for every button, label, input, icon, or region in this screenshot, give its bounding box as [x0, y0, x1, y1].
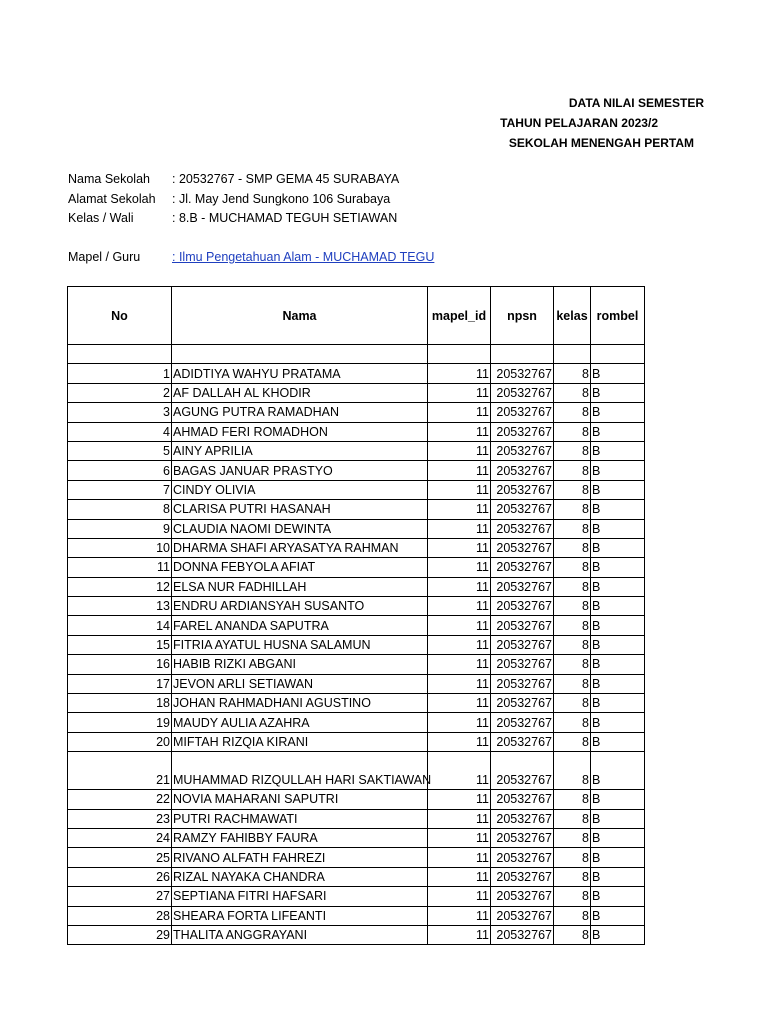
cell-npsn: 20532767 — [491, 635, 554, 654]
cell-kelas: 8 — [554, 828, 591, 847]
kelas-wali-value: : 8.B - MUCHAMAD TEGUH SETIAWAN — [172, 211, 398, 225]
cell-mapel-id: 11 — [428, 403, 491, 422]
cell-rombel: B — [591, 713, 645, 732]
cell-rombel: B — [591, 597, 645, 616]
table-row[interactable] — [68, 906, 645, 925]
cell-rombel: B — [591, 655, 645, 674]
cell-mapel-id: 11 — [428, 925, 491, 944]
cell-mapel-id: 11 — [428, 383, 491, 402]
header-kelas: kelas — [554, 287, 591, 345]
cell-npsn: 20532767 — [491, 597, 554, 616]
table-row[interactable] — [68, 674, 645, 693]
cell-rombel: B — [591, 828, 645, 847]
cell-npsn: 20532767 — [491, 752, 554, 790]
spacer-cell — [68, 345, 172, 364]
cell-rombel: B — [591, 538, 645, 557]
cell-rombel: B — [591, 519, 645, 538]
cell-kelas: 8 — [554, 635, 591, 654]
table-row[interactable] — [68, 519, 645, 538]
cell-mapel-id: 11 — [428, 694, 491, 713]
cell-rombel: B — [591, 383, 645, 402]
cell-no: 8 — [68, 500, 172, 519]
cell-mapel-id: 11 — [428, 655, 491, 674]
cell-rombel: B — [591, 694, 645, 713]
table-row[interactable] — [68, 809, 645, 828]
cell-rombel: B — [591, 809, 645, 828]
cell-nama: JOHAN RAHMADHANI AGUSTINO — [172, 694, 428, 713]
cell-mapel-id: 11 — [428, 441, 491, 460]
cell-no: 14 — [68, 616, 172, 635]
cell-npsn: 20532767 — [491, 867, 554, 886]
cell-nama: BAGAS JANUAR PRASTYO — [172, 461, 428, 480]
cell-kelas: 8 — [554, 867, 591, 886]
table-row[interactable] — [68, 538, 645, 557]
table-header-row — [68, 287, 645, 345]
cell-kelas: 8 — [554, 713, 591, 732]
cell-npsn: 20532767 — [491, 655, 554, 674]
table-row[interactable] — [68, 635, 645, 654]
cell-nama: AHMAD FERI ROMADHON — [172, 422, 428, 441]
table-row[interactable] — [68, 480, 645, 499]
cell-nama: JEVON ARLI SETIAWAN — [172, 674, 428, 693]
cell-mapel-id: 11 — [428, 422, 491, 441]
cell-npsn: 20532767 — [491, 887, 554, 906]
cell-kelas: 8 — [554, 538, 591, 557]
cell-mapel-id: 11 — [428, 752, 491, 790]
cell-no: 13 — [68, 597, 172, 616]
cell-npsn: 20532767 — [491, 441, 554, 460]
table-row[interactable] — [68, 422, 645, 441]
spacer-cell — [554, 345, 591, 364]
cell-rombel: B — [591, 558, 645, 577]
alamat-sekolah-label: Alamat Sekolah — [68, 191, 156, 206]
table-row[interactable] — [68, 752, 645, 790]
cell-mapel-id: 11 — [428, 364, 491, 383]
cell-mapel-id: 11 — [428, 500, 491, 519]
nama-sekolah-label: Nama Sekolah — [68, 172, 150, 186]
cell-no: 17 — [68, 674, 172, 693]
cell-rombel: B — [591, 867, 645, 886]
alamat-sekolah-value: : Jl. May Jend Sungkono 106 Surabaya — [172, 191, 391, 206]
cell-no: 3 — [68, 403, 172, 422]
cell-mapel-id: 11 — [428, 577, 491, 596]
table-body — [68, 345, 645, 945]
cell-kelas: 8 — [554, 364, 591, 383]
cell-npsn: 20532767 — [491, 480, 554, 499]
cell-npsn: 20532767 — [491, 732, 554, 751]
cell-mapel-id: 11 — [428, 828, 491, 847]
cell-mapel-id: 11 — [428, 809, 491, 828]
cell-nama: RAMZY FAHIBBY FAURA — [172, 828, 428, 847]
cell-nama: SHEARA FORTA LIFEANTI — [172, 906, 428, 925]
cell-no: 19 — [68, 713, 172, 732]
spacer-cell — [428, 345, 491, 364]
cell-rombel: B — [591, 887, 645, 906]
cell-npsn: 20532767 — [491, 558, 554, 577]
cell-mapel-id: 11 — [428, 519, 491, 538]
cell-no: 22 — [68, 790, 172, 809]
cell-nama: HABIB RIZKI ABGANI — [172, 655, 428, 674]
cell-kelas: 8 — [554, 655, 591, 674]
cell-kelas: 8 — [554, 422, 591, 441]
cell-nama: CLARISA PUTRI HASANAH — [172, 500, 428, 519]
cell-no: 9 — [68, 519, 172, 538]
cell-mapel-id: 11 — [428, 480, 491, 499]
cell-kelas: 8 — [554, 480, 591, 499]
cell-rombel: B — [591, 422, 645, 441]
report-title — [430, 93, 704, 153]
cell-rombel: B — [591, 480, 645, 499]
cell-npsn: 20532767 — [491, 848, 554, 867]
nama-sekolah-value: : 20532767 - SMP GEMA 45 SURABAYA — [172, 172, 400, 186]
cell-mapel-id: 11 — [428, 790, 491, 809]
cell-no: 6 — [68, 461, 172, 480]
cell-no: 27 — [68, 887, 172, 906]
kelas-wali-label: Kelas / Wali — [68, 211, 134, 225]
table-row[interactable] — [68, 558, 645, 577]
cell-npsn: 20532767 — [491, 364, 554, 383]
cell-no: 25 — [68, 848, 172, 867]
cell-rombel: B — [591, 752, 645, 790]
cell-kelas: 8 — [554, 674, 591, 693]
cell-nama: ADIDTIYA WAHYU PRATAMA — [172, 364, 428, 383]
cell-mapel-id: 11 — [428, 538, 491, 557]
mapel-guru-link[interactable]: : Ilmu Pengetahuan Alam - MUCHAMAD TEGU — [172, 250, 435, 264]
cell-rombel: B — [591, 441, 645, 460]
cell-nama: THALITA ANGGRAYANI — [172, 925, 428, 944]
table-row[interactable] — [68, 597, 645, 616]
cell-npsn: 20532767 — [491, 925, 554, 944]
table-row[interactable] — [68, 655, 645, 674]
cell-nama: ENDRU ARDIANSYAH SUSANTO — [172, 597, 428, 616]
cell-rombel: B — [591, 461, 645, 480]
nama-sekolah-row — [68, 170, 399, 190]
cell-npsn: 20532767 — [491, 538, 554, 557]
spacer-cell — [172, 345, 428, 364]
cell-rombel: B — [591, 674, 645, 693]
table-row[interactable] — [68, 441, 645, 460]
cell-rombel: B — [591, 364, 645, 383]
cell-kelas: 8 — [554, 441, 591, 460]
cell-nama: DONNA FEBYOLA AFIAT — [172, 558, 428, 577]
spacer-cell — [591, 345, 645, 364]
cell-rombel: B — [591, 848, 645, 867]
cell-kelas: 8 — [554, 383, 591, 402]
table-row[interactable] — [68, 364, 645, 383]
table-row[interactable] — [68, 383, 645, 402]
header-rombel: rombel — [591, 287, 645, 345]
cell-no: 10 — [68, 538, 172, 557]
kelas-wali-row — [68, 209, 399, 229]
cell-npsn: 20532767 — [491, 500, 554, 519]
cell-kelas: 8 — [554, 925, 591, 944]
title-line-3: SEKOLAH MENENGAH PERTAM — [508, 136, 694, 150]
cell-rombel: B — [591, 616, 645, 635]
table-row[interactable] — [68, 925, 645, 944]
cell-mapel-id: 11 — [428, 597, 491, 616]
cell-nama: RIZAL NAYAKA CHANDRA — [172, 867, 428, 886]
cell-nama: CINDY OLIVIA — [172, 480, 428, 499]
table-row[interactable] — [68, 828, 645, 847]
cell-rombel: B — [591, 925, 645, 944]
table-row[interactable] — [68, 403, 645, 422]
cell-nama: DHARMA SHAFI ARYASATYA RAHMAN — [172, 538, 428, 557]
cell-no: 4 — [68, 422, 172, 441]
cell-kelas: 8 — [554, 597, 591, 616]
cell-rombel: B — [591, 732, 645, 751]
school-info — [68, 170, 399, 229]
cell-mapel-id: 11 — [428, 558, 491, 577]
table-row[interactable] — [68, 461, 645, 480]
cell-no: 11 — [68, 558, 172, 577]
table-row[interactable] — [68, 500, 645, 519]
cell-mapel-id: 11 — [428, 867, 491, 886]
cell-kelas: 8 — [554, 500, 591, 519]
cell-kelas: 8 — [554, 809, 591, 828]
cell-npsn: 20532767 — [491, 519, 554, 538]
cell-nama: SEPTIANA FITRI HAFSARI — [172, 887, 428, 906]
header-nama: Nama — [172, 287, 428, 345]
table-row[interactable] — [68, 713, 645, 732]
cell-npsn: 20532767 — [491, 422, 554, 441]
cell-kelas: 8 — [554, 694, 591, 713]
cell-mapel-id: 11 — [428, 906, 491, 925]
cell-npsn: 20532767 — [491, 383, 554, 402]
cell-kelas: 8 — [554, 790, 591, 809]
cell-nama: FITRIA AYATUL HUSNA SALAMUN — [172, 635, 428, 654]
cell-nama: FAREL ANANDA SAPUTRA — [172, 616, 428, 635]
cell-rombel: B — [591, 635, 645, 654]
cell-rombel: B — [591, 500, 645, 519]
cell-mapel-id: 11 — [428, 461, 491, 480]
cell-nama: CLAUDIA NAOMI DEWINTA — [172, 519, 428, 538]
cell-kelas: 8 — [554, 519, 591, 538]
cell-npsn: 20532767 — [491, 790, 554, 809]
cell-no: 24 — [68, 828, 172, 847]
header-no: No — [68, 287, 172, 345]
cell-kelas: 8 — [554, 577, 591, 596]
cell-rombel: B — [591, 906, 645, 925]
spacer-row — [68, 345, 645, 364]
cell-mapel-id: 11 — [428, 616, 491, 635]
cell-nama: ELSA NUR FADHILLAH — [172, 577, 428, 596]
cell-kelas: 8 — [554, 887, 591, 906]
cell-no: 23 — [68, 809, 172, 828]
cell-npsn: 20532767 — [491, 828, 554, 847]
nilai-table — [67, 286, 645, 945]
cell-npsn: 20532767 — [491, 906, 554, 925]
cell-kelas: 8 — [554, 461, 591, 480]
title-line-1: DATA NILAI SEMESTER — [568, 96, 704, 110]
cell-no: 21 — [68, 752, 172, 790]
cell-kelas: 8 — [554, 906, 591, 925]
table-row[interactable] — [68, 694, 645, 713]
cell-mapel-id: 11 — [428, 732, 491, 751]
cell-npsn: 20532767 — [491, 461, 554, 480]
table-row[interactable] — [68, 577, 645, 596]
alamat-sekolah-row — [68, 190, 399, 210]
title-line-2: TAHUN PELAJARAN 2023/2 — [500, 116, 658, 130]
cell-no: 2 — [68, 383, 172, 402]
cell-no: 29 — [68, 925, 172, 944]
header-npsn: npsn — [491, 287, 554, 345]
cell-nama: MIFTAH RIZQIA KIRANI — [172, 732, 428, 751]
cell-nama: AGUNG PUTRA RAMADHAN — [172, 403, 428, 422]
cell-nama: PUTRI RACHMAWATI — [172, 809, 428, 828]
cell-no: 12 — [68, 577, 172, 596]
spacer-cell — [491, 345, 554, 364]
cell-rombel: B — [591, 790, 645, 809]
cell-kelas: 8 — [554, 558, 591, 577]
cell-no: 16 — [68, 655, 172, 674]
cell-rombel: B — [591, 403, 645, 422]
cell-rombel: B — [591, 577, 645, 596]
cell-nama: RIVANO ALFATH FAHREZI — [172, 848, 428, 867]
cell-npsn: 20532767 — [491, 809, 554, 828]
cell-nama: NOVIA MAHARANI SAPUTRI — [172, 790, 428, 809]
cell-nama: AINY APRILIA — [172, 441, 428, 460]
cell-npsn: 20532767 — [491, 694, 554, 713]
table-row[interactable] — [68, 867, 645, 886]
table-row[interactable] — [68, 887, 645, 906]
cell-npsn: 20532767 — [491, 403, 554, 422]
cell-no: 28 — [68, 906, 172, 925]
cell-mapel-id: 11 — [428, 713, 491, 732]
table-row[interactable] — [68, 848, 645, 867]
cell-npsn: 20532767 — [491, 713, 554, 732]
cell-nama: AF DALLAH AL KHODIR — [172, 383, 428, 402]
cell-no: 18 — [68, 694, 172, 713]
cell-nama: MUHAMMAD RIZQULLAH HARI SAKTIAWAN — [172, 752, 428, 790]
cell-mapel-id: 11 — [428, 848, 491, 867]
cell-npsn: 20532767 — [491, 616, 554, 635]
cell-kelas: 8 — [554, 732, 591, 751]
cell-kelas: 8 — [554, 848, 591, 867]
mapel-guru-row — [68, 248, 435, 267]
cell-npsn: 20532767 — [491, 674, 554, 693]
table-row[interactable] — [68, 790, 645, 809]
cell-no: 1 — [68, 364, 172, 383]
mapel-guru-label: Mapel / Guru — [68, 250, 141, 264]
cell-mapel-id: 11 — [428, 635, 491, 654]
header-mapel-id: mapel_id — [428, 287, 491, 345]
cell-mapel-id: 11 — [428, 887, 491, 906]
cell-kelas: 8 — [554, 752, 591, 790]
cell-nama: MAUDY AULIA AZAHRA — [172, 713, 428, 732]
cell-kelas: 8 — [554, 403, 591, 422]
cell-no: 15 — [68, 635, 172, 654]
cell-no: 26 — [68, 867, 172, 886]
cell-no: 7 — [68, 480, 172, 499]
table-row[interactable] — [68, 616, 645, 635]
cell-npsn: 20532767 — [491, 577, 554, 596]
cell-mapel-id: 11 — [428, 674, 491, 693]
table-row[interactable] — [68, 732, 645, 751]
cell-no: 5 — [68, 441, 172, 460]
cell-kelas: 8 — [554, 616, 591, 635]
cell-no: 20 — [68, 732, 172, 751]
